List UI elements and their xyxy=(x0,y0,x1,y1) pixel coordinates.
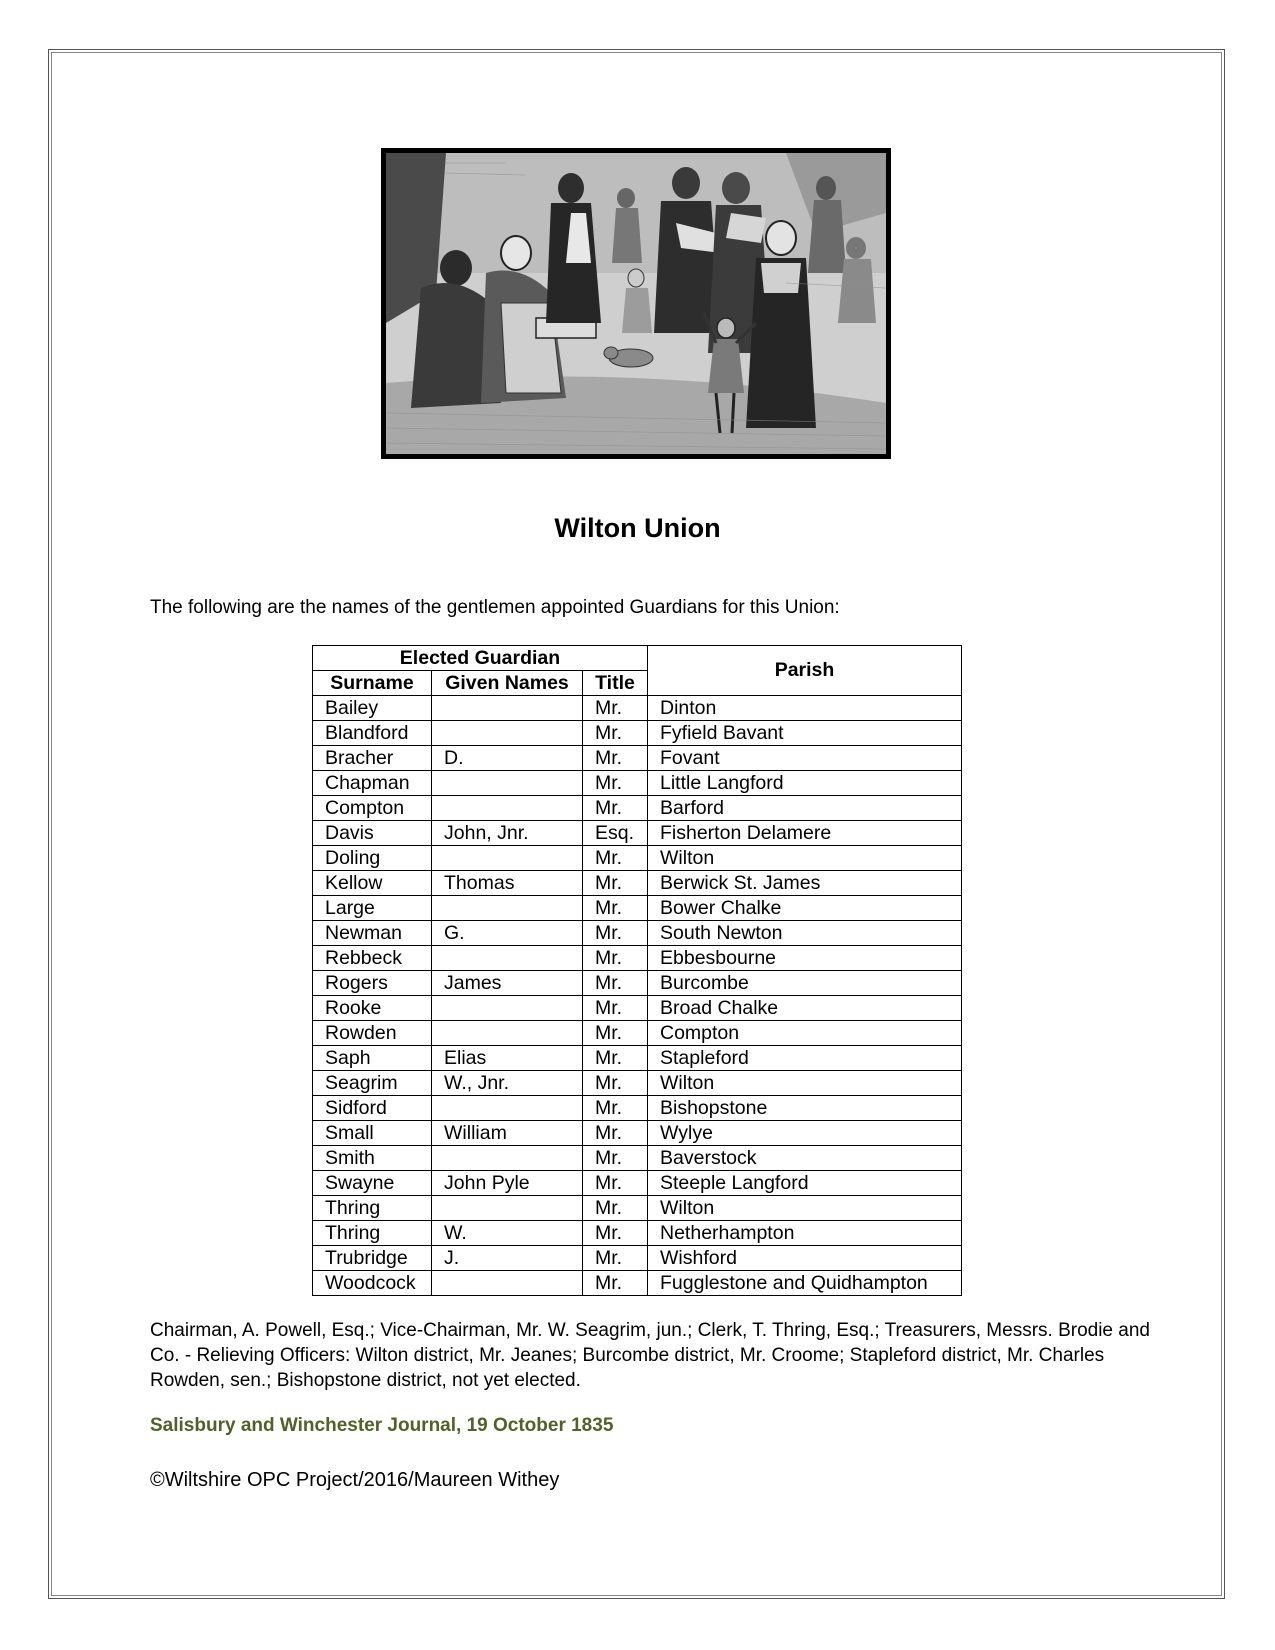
cell-surname: Kellow xyxy=(313,871,432,896)
cell-parish: Steeple Langford xyxy=(648,1171,962,1196)
cell-title: Mr. xyxy=(583,921,648,946)
cell-title: Mr. xyxy=(583,1246,648,1271)
table-row xyxy=(313,1021,962,1046)
source-citation: Salisbury and Winchester Journal, 19 October 1835 xyxy=(150,1415,614,1436)
cell-given-names xyxy=(432,1271,583,1296)
table-row xyxy=(313,1121,962,1146)
cell-parish: Wilton xyxy=(648,1071,962,1096)
cell-given-names: W., Jnr. xyxy=(432,1071,583,1096)
header-parish: Parish xyxy=(648,646,962,696)
cell-surname: Large xyxy=(313,896,432,921)
cell-parish: Stapleford xyxy=(648,1046,962,1071)
table-row xyxy=(313,896,962,921)
table-row xyxy=(313,1096,962,1121)
cell-given-names: James xyxy=(432,971,583,996)
table-row xyxy=(313,1246,962,1271)
cell-parish: Fisherton Delamere xyxy=(648,821,962,846)
cell-given-names xyxy=(432,771,583,796)
cell-given-names xyxy=(432,796,583,821)
cell-parish: Dinton xyxy=(648,696,962,721)
guardians-table-body xyxy=(313,696,962,1296)
table-row xyxy=(313,871,962,896)
cell-parish: Broad Chalke xyxy=(648,996,962,1021)
cell-surname: Swayne xyxy=(313,1171,432,1196)
cell-given-names xyxy=(432,1096,583,1121)
cell-title: Mr. xyxy=(583,1146,648,1171)
cell-parish: Wilton xyxy=(648,1196,962,1221)
cell-parish: Fugglestone and Quidhampton xyxy=(648,1271,962,1296)
cell-parish: Netherhampton xyxy=(648,1221,962,1246)
cell-parish: Wylye xyxy=(648,1121,962,1146)
table-row xyxy=(313,721,962,746)
cell-given-names: John, Jnr. xyxy=(432,821,583,846)
cell-surname: Compton xyxy=(313,796,432,821)
cell-surname: Chapman xyxy=(313,771,432,796)
cell-given-names xyxy=(432,696,583,721)
cell-title: Mr. xyxy=(583,1196,648,1221)
table-row xyxy=(313,746,962,771)
cell-surname: Davis xyxy=(313,821,432,846)
table-row xyxy=(313,1071,962,1096)
cell-parish: Fovant xyxy=(648,746,962,771)
cell-surname: Saph xyxy=(313,1046,432,1071)
cell-parish: Bower Chalke xyxy=(648,896,962,921)
cell-surname: Smith xyxy=(313,1146,432,1171)
cell-given-names xyxy=(432,1146,583,1171)
cell-title: Mr. xyxy=(583,1021,648,1046)
table-row xyxy=(313,1196,962,1221)
cell-title: Mr. xyxy=(583,721,648,746)
cell-title: Mr. xyxy=(583,1046,648,1071)
cell-surname: Rowden xyxy=(313,1021,432,1046)
header-elected-guardian: Elected Guardian xyxy=(313,646,648,671)
cell-title: Mr. xyxy=(583,771,648,796)
table-row xyxy=(313,1146,962,1171)
cell-surname: Seagrim xyxy=(313,1071,432,1096)
table-row xyxy=(313,1171,962,1196)
cell-given-names xyxy=(432,846,583,871)
cell-given-names: Elias xyxy=(432,1046,583,1071)
cell-title: Mr. xyxy=(583,1271,648,1296)
table-row xyxy=(313,921,962,946)
officers-paragraph: Chairman, A. Powell, Esq.; Vice-Chairman, Mr. W. Seagrim, jun.; Clerk, T. Thring, Esq.; Treasurers, Messrs. Brodie and Co. - Relieving Officers: Wilton district, Mr. Jeanes; Burcombe district, Mr. Croome; Stapleford district, Mr. Charles Rowden, sen.; Bishopstone district, not yet elected. xyxy=(150,1320,1150,1391)
cell-surname: Rogers xyxy=(313,971,432,996)
cell-parish: Ebbesbourne xyxy=(648,946,962,971)
cell-parish: Wishford xyxy=(648,1246,962,1271)
table-row xyxy=(313,971,962,996)
cell-given-names: D. xyxy=(432,746,583,771)
cell-given-names: John Pyle xyxy=(432,1171,583,1196)
table-row xyxy=(313,1046,962,1071)
cell-surname: Thring xyxy=(313,1196,432,1221)
cell-surname: Newman xyxy=(313,921,432,946)
cell-parish: Fyfield Bavant xyxy=(648,721,962,746)
table-row xyxy=(313,1271,962,1296)
cell-given-names: W. xyxy=(432,1221,583,1246)
cell-parish: Bishopstone xyxy=(648,1096,962,1121)
cell-given-names xyxy=(432,896,583,921)
cell-given-names: Thomas xyxy=(432,871,583,896)
cell-title: Mr. xyxy=(583,696,648,721)
cell-surname: Blandford xyxy=(313,721,432,746)
cell-surname: Rebbeck xyxy=(313,946,432,971)
table-row xyxy=(313,821,962,846)
cell-title: Mr. xyxy=(583,796,648,821)
cell-surname: Bracher xyxy=(313,746,432,771)
cell-title: Mr. xyxy=(583,1071,648,1096)
table-row xyxy=(313,996,962,1021)
cell-title: Mr. xyxy=(583,896,648,921)
engraving-illustration xyxy=(381,148,891,459)
cell-given-names xyxy=(432,996,583,1021)
table-row xyxy=(313,771,962,796)
cell-title: Mr. xyxy=(583,1096,648,1121)
cell-title: Mr. xyxy=(583,1221,648,1246)
cell-surname: Woodcock xyxy=(313,1271,432,1296)
cell-parish: Berwick St. James xyxy=(648,871,962,896)
cell-given-names: William xyxy=(432,1121,583,1146)
cell-title: Mr. xyxy=(583,871,648,896)
cell-parish: Baverstock xyxy=(648,1146,962,1171)
cell-surname: Trubridge xyxy=(313,1246,432,1271)
cell-given-names xyxy=(432,721,583,746)
cell-given-names xyxy=(432,1196,583,1221)
cell-given-names xyxy=(432,1021,583,1046)
cell-title: Mr. xyxy=(583,946,648,971)
header-title: Title xyxy=(583,671,648,696)
cell-given-names: J. xyxy=(432,1246,583,1271)
cell-parish: Burcombe xyxy=(648,971,962,996)
cell-parish: South Newton xyxy=(648,921,962,946)
header-given-names: Given Names xyxy=(432,671,583,696)
guardians-table xyxy=(312,645,962,1296)
table-row xyxy=(313,696,962,721)
copyright-notice: ©Wiltshire OPC Project/2016/Maureen Withey xyxy=(150,1469,560,1491)
engraving-image xyxy=(386,153,886,454)
cell-given-names xyxy=(432,946,583,971)
cell-title: Mr. xyxy=(583,971,648,996)
cell-parish: Wilton xyxy=(648,846,962,871)
table-row xyxy=(313,846,962,871)
cell-surname: Thring xyxy=(313,1221,432,1246)
intro-text: The following are the names of the gentlemen appointed Guardians for this Union: xyxy=(150,597,840,618)
cell-parish: Barford xyxy=(648,796,962,821)
cell-title: Esq. xyxy=(583,821,648,846)
table-row xyxy=(313,1221,962,1246)
cell-surname: Doling xyxy=(313,846,432,871)
cell-title: Mr. xyxy=(583,1171,648,1196)
cell-parish: Little Langford xyxy=(648,771,962,796)
cell-title: Mr. xyxy=(583,996,648,1021)
cell-surname: Rooke xyxy=(313,996,432,1021)
cell-parish: Compton xyxy=(648,1021,962,1046)
cell-title: Mr. xyxy=(583,846,648,871)
table-row xyxy=(313,946,962,971)
cell-surname: Small xyxy=(313,1121,432,1146)
header-surname: Surname xyxy=(313,671,432,696)
cell-surname: Bailey xyxy=(313,696,432,721)
table-row xyxy=(313,796,962,821)
cell-surname: Sidford xyxy=(313,1096,432,1121)
cell-title: Mr. xyxy=(583,746,648,771)
page-title: Wilton Union xyxy=(554,513,721,543)
cell-given-names: G. xyxy=(432,921,583,946)
cell-title: Mr. xyxy=(583,1121,648,1146)
